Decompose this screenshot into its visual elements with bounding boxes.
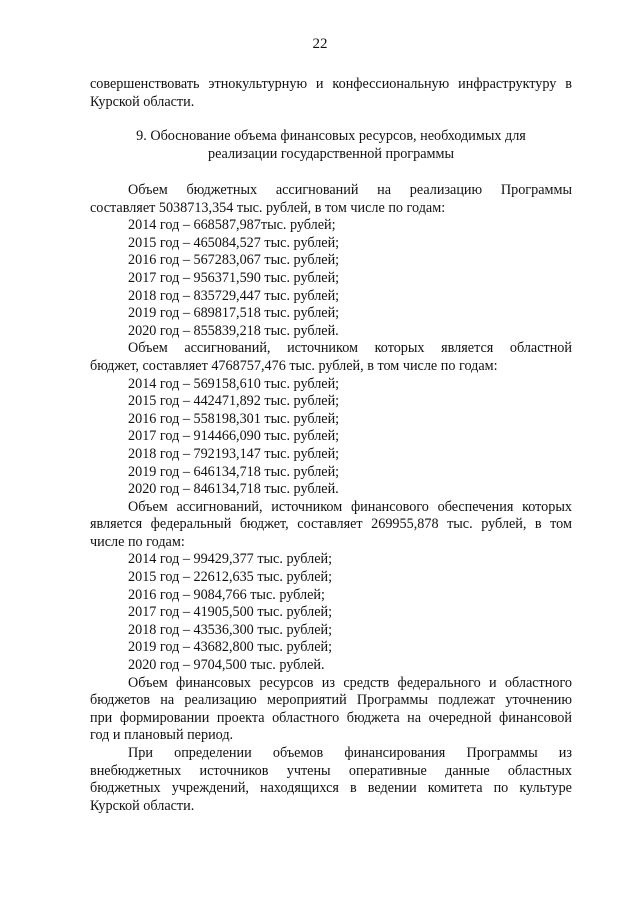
total-budget-section [90,182,572,815]
text-line: бюджетных учреждений, находящихся в ведении комитета по культуре [90,780,572,797]
year-item: 2019 год – 689817,518 тыс. рублей; [128,305,340,322]
year-item: 2019 год – 646134,718 тыс. рублей; [128,463,340,480]
year-item: 2016 год – 558198,301 тыс. рублей; [128,410,340,427]
text-line: Объем ассигнований, источником финансового обеспечения которых [128,498,572,515]
year-item: 2014 год – 569158,610 тыс. рублей; [128,375,340,392]
year-item: 2015 год – 465084,527 тыс. рублей; [128,234,340,251]
heading-line: 9. Обоснование объема финансовых ресурсов, необходимых для [136,128,526,144]
year-item: 2018 год – 792193,147 тыс. рублей; [128,445,340,462]
text-line: Объем бюджетных ассигнований на реализацию Программы [128,182,572,198]
text-line: бюджет, составляет 4768757,476 тыс. рублей, в том числе по годам: [90,357,498,374]
year-item: 2020 год – 9704,500 тыс. рублей. [128,657,325,674]
year-item: 2020 год – 855839,218 тыс. рублей. [128,322,339,339]
year-item: 2017 год – 41905,500 тыс. рублей; [128,604,333,621]
intro-paragraph [90,76,572,111]
text-line: При определении объемов финансирования Программы из [128,745,572,761]
year-item: 2018 год – 835729,447 тыс. рублей; [128,287,340,304]
year-item: 2018 год – 43536,300 тыс. рублей; [128,621,333,638]
year-item: 2016 год – 9084,766 тыс. рублей; [128,586,325,603]
text-line: является федеральный бюджет, составляет 269955,878 тыс. рублей, в том [90,516,572,533]
text-line: Объем ассигнований, источником которых является областной [128,340,572,357]
text-line: совершенствовать этнокультурную и конфессиональную инфраструктуру в [90,76,572,92]
year-item: 2015 год – 22612,635 тыс. рублей; [128,569,333,586]
page-number: 22 [312,36,328,52]
text-line: бюджетов на реализацию мероприятий Программы подлежат уточнению [90,692,572,709]
text-line: Объем финансовых ресурсов из средств федерального и областного [128,674,572,691]
text-line: составляет 5038713,354 тыс. рублей, в том числе по годам: [90,199,446,216]
year-item: 2014 год – 99429,377 тыс. рублей; [128,551,333,568]
text-line: внебюджетных источников учтены оперативные данные областных [90,762,572,779]
text-line: числе по годам: [90,533,185,550]
heading-line: реализации государственной программы [207,145,455,162]
year-item: 2014 год – 668587,987тыс. рублей; [128,217,336,234]
text-line: год и плановый период. [90,727,234,744]
text-line: при формировании проекта областного бюджета на очередной финансовой [90,709,572,726]
year-item: 2017 год – 956371,590 тыс. рублей; [128,269,340,286]
year-item: 2017 год – 914466,090 тыс. рублей; [128,428,340,445]
text-line: Курской области. [90,93,195,110]
year-item: 2015 год – 442471,892 тыс. рублей; [128,393,340,410]
year-item: 2016 год – 567283,067 тыс. рублей; [128,252,340,269]
year-item: 2020 год – 846134,718 тыс. рублей. [128,481,339,498]
text-line: Курской области. [90,797,195,814]
year-item: 2019 год – 43682,800 тыс. рублей; [128,639,333,656]
section-heading [90,128,572,163]
